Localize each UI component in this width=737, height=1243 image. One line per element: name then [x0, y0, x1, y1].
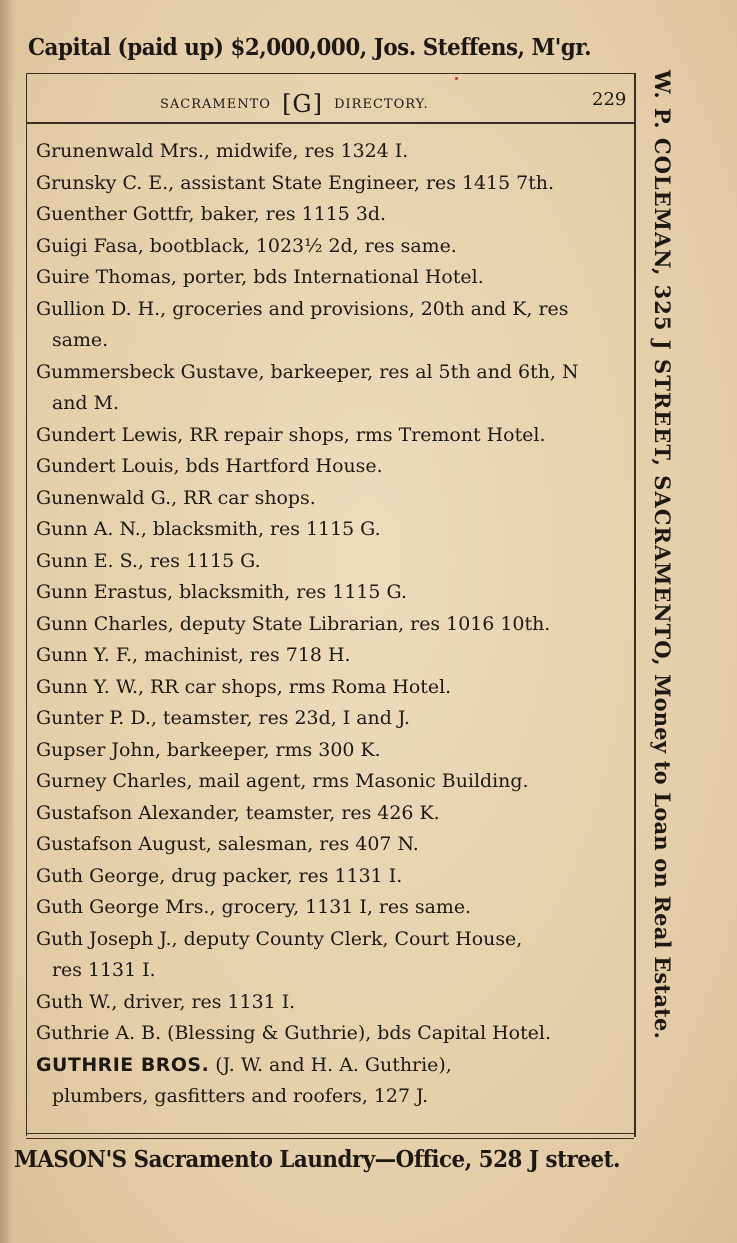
directory-entry	[36, 357, 624, 420]
directory-entry	[36, 861, 624, 893]
directory-entry	[36, 640, 624, 672]
directory-entry	[36, 168, 624, 200]
directory-entry	[36, 420, 624, 452]
directory-entry	[36, 136, 624, 168]
running-head	[160, 86, 429, 118]
entry-continuation: res 1131 I.	[51, 959, 156, 981]
entry-text: Gunn Y. W., RR car shops, rms Roma Hotel.	[36, 675, 452, 698]
entry-text: Gustafson August, salesman, res 407 N.	[36, 833, 419, 855]
binding-gutter	[0, 0, 14, 1243]
directory-entry	[36, 514, 624, 546]
running-head-title: DIRECTORY.	[334, 97, 429, 112]
entry-text: Gunenwald G., RR car shops.	[36, 486, 316, 509]
running-head-city: SACRAMENTO	[160, 97, 271, 112]
entry-text: Grunsky C. E., assistant State Engineer, res 1415 7th.	[36, 171, 555, 194]
bottom-advertisement: MASON'S Sacramento Laundry—Office, 528 J street.	[14, 1146, 621, 1173]
page-number: 229	[592, 89, 627, 110]
top-advertisement: Capital (paid up) $2,000,000, Jos. Steffens, M'gr.	[28, 34, 592, 61]
entry-text: Guth W., driver, res 1131 I.	[36, 990, 296, 1013]
directory-entries	[36, 136, 626, 1113]
directory-entry	[36, 892, 624, 924]
entry-text: Guthrie A. B. (Blessing & Guthrie), bds Capital Hotel.	[36, 1022, 551, 1044]
entry-text: Gunn E. S., res 1115 G.	[36, 549, 261, 572]
directory-entry	[36, 262, 624, 294]
page-frame-right-rule	[634, 73, 636, 1137]
directory-entry	[36, 1018, 624, 1050]
side-advertisement-name: W. P. COLEMAN, 325 J STREET, SACRAMENTO,	[650, 70, 675, 667]
entry-text: Guth Joseph J., deputy County Clerk, Court House,	[36, 927, 523, 950]
entry-text: Gurney Charles, mail agent, rms Masonic Building.	[36, 770, 529, 792]
entry-text: Guire Thomas, porter, bds International Hotel.	[36, 266, 484, 288]
entry-continuation: and M.	[51, 392, 119, 414]
entry-text: Gupser John, barkeeper, rms 300 K.	[36, 738, 381, 761]
directory-entry	[36, 294, 624, 357]
side-advertisement-offer: Money to Loan on Real Estate.	[650, 666, 675, 1040]
directory-entry	[36, 924, 624, 987]
running-head-letter: [G]	[282, 90, 323, 118]
entry-text: Gunn Charles, deputy State Librarian, res 1016 10th.	[36, 612, 551, 635]
page-frame-bottom-rule	[26, 1133, 634, 1139]
entry-text: Gustafson Alexander, teamster, res 426 K.	[36, 801, 440, 824]
entry-text: Guth George Mrs., grocery, 1131 I, res same.	[36, 896, 472, 918]
directory-entry	[36, 987, 624, 1019]
entry-continuation: same.	[51, 329, 109, 351]
directory-entry	[36, 483, 624, 515]
directory-entry	[36, 798, 624, 830]
entry-text: Gummersbeck Gustave, barkeeper, res al 5th and 6th, N	[36, 360, 579, 383]
entry-text: Gunn Y. F., machinist, res 718 H.	[36, 644, 351, 666]
directory-entry	[36, 703, 624, 735]
directory-entry-featured	[36, 1050, 624, 1113]
entry-text: Gullion D. H., groceries and provisions, 20th and K, res	[36, 297, 569, 320]
directory-entry	[36, 451, 624, 483]
entry-text: Guenther Gottfr, baker, res 1115 3d.	[36, 203, 387, 225]
entry-text: Grunenwald Mrs., midwife, res 1324 I.	[36, 140, 409, 162]
featured-entry-name: GUTHRIE BROS.	[36, 1053, 210, 1076]
header-rule	[26, 122, 634, 124]
directory-entry	[36, 672, 624, 704]
directory-entry	[36, 829, 624, 861]
directory-entry	[36, 231, 624, 263]
entry-text: Guigi Fasa, bootblack, 1023½ 2d, res same.	[36, 234, 457, 257]
ink-speck	[455, 77, 458, 80]
side-advertisement	[650, 70, 675, 1150]
entry-text: Gundert Lewis, RR repair shops, rms Tremont Hotel.	[36, 423, 546, 446]
featured-entry-partners: (J. W. and H. A. Guthrie),	[209, 1053, 452, 1076]
featured-entry-continuation: plumbers, gasfitters and roofers, 127 J.	[51, 1085, 429, 1107]
entry-text: Gunter P. D., teamster, res 23d, I and J.	[36, 707, 411, 729]
entry-text: Gunn A. N., blacksmith, res 1115 G.	[36, 518, 381, 540]
entry-text: Gunn Erastus, blacksmith, res 1115 G.	[36, 581, 407, 603]
directory-entry	[36, 577, 624, 609]
directory-entry	[36, 199, 624, 231]
directory-entry	[36, 609, 624, 641]
entry-text: Gundert Louis, bds Hartford House.	[36, 455, 383, 477]
directory-entry	[36, 766, 624, 798]
directory-entry	[36, 735, 624, 767]
entry-text: Guth George, drug packer, res 1131 I.	[36, 864, 403, 887]
directory-entry	[36, 546, 624, 578]
